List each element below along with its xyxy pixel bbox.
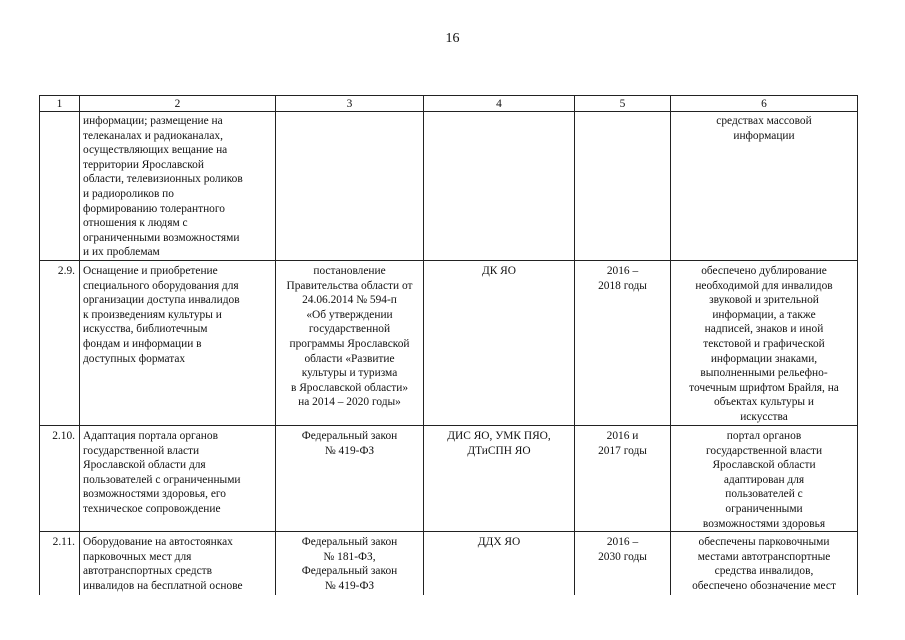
row-number: 2.10. xyxy=(40,425,80,531)
result-cell: обеспечено дублирование необходимой для инвалидов звуковой и зрительной информации, а также надписей, знаков и иной текстовой и графической информации знаками, выполненными рельефно- точечным шрифтом Брайля, на объектах культуры и искусства xyxy=(671,260,858,425)
executor-cell: ДИС ЯО, УМК ПЯО, ДТиСПН ЯО xyxy=(424,425,575,531)
executor-cell: ДК ЯО xyxy=(424,260,575,425)
basis-cell: постановление Правительства области от 24.06.2014 № 594-п «Об утверждении государственной программы Ярославской области «Развитие культуры и туризма в Ярославской области» на 2014 – 2020 годы» xyxy=(276,260,424,425)
period-cell xyxy=(575,112,671,261)
measure-cell: Адаптация портала органов государственной власти Ярославской области для пользователей с ограниченными возможностями здоровья, его техническое сопровождение xyxy=(80,425,276,531)
row-number: 2.9. xyxy=(40,260,80,425)
measures-table xyxy=(39,95,858,595)
table-row xyxy=(40,260,858,425)
basis-cell xyxy=(276,112,424,261)
header-cell: 6 xyxy=(671,96,858,112)
header-cell: 3 xyxy=(276,96,424,112)
table-header-row xyxy=(40,96,858,112)
period-cell: 2016 – 2018 годы xyxy=(575,260,671,425)
result-cell: средствах массовой информации xyxy=(671,112,858,261)
measure-cell: Оснащение и приобретение специального оборудования для организации доступа инвалидов к произведениям культуры и искусства, библиотечным фондам и информации в доступных форматах xyxy=(80,260,276,425)
executor-cell xyxy=(424,112,575,261)
table-row xyxy=(40,425,858,531)
measure-cell: Оборудование на автостоянках парковочных мест для автотранспортных средств инвалидов на бесплатной основе xyxy=(80,532,276,596)
basis-cell: Федеральный закон № 181-ФЗ, Федеральный закон № 419-ФЗ xyxy=(276,532,424,596)
executor-cell: ДДХ ЯО xyxy=(424,532,575,596)
table-row xyxy=(40,532,858,596)
result-cell: обеспечены парковочными местами автотранспортные средства инвалидов, обеспечено обозначение мест xyxy=(671,532,858,596)
period-cell: 2016 – 2030 годы xyxy=(575,532,671,596)
row-number: 2.11. xyxy=(40,532,80,596)
basis-cell: Федеральный закон № 419-ФЗ xyxy=(276,425,424,531)
period-cell: 2016 и 2017 годы xyxy=(575,425,671,531)
row-number xyxy=(40,112,80,261)
header-cell: 2 xyxy=(80,96,276,112)
result-cell: портал органов государственной власти Ярославской области адаптирован для пользователей с ограниченными возможностями здоровья xyxy=(671,425,858,531)
page-number: 16 xyxy=(445,31,460,46)
header-cell: 5 xyxy=(575,96,671,112)
header-cell: 4 xyxy=(424,96,575,112)
header-cell: 1 xyxy=(40,96,80,112)
measure-cell: информации; размещение на телеканалах и радиоканалах, осуществляющих вещание на территории Ярославской области, телевизионных роликов и радиороликов по формированию толерантного отношения к людям с ограниченными возможностями и их проблемам xyxy=(80,112,276,261)
table-row xyxy=(40,112,858,261)
